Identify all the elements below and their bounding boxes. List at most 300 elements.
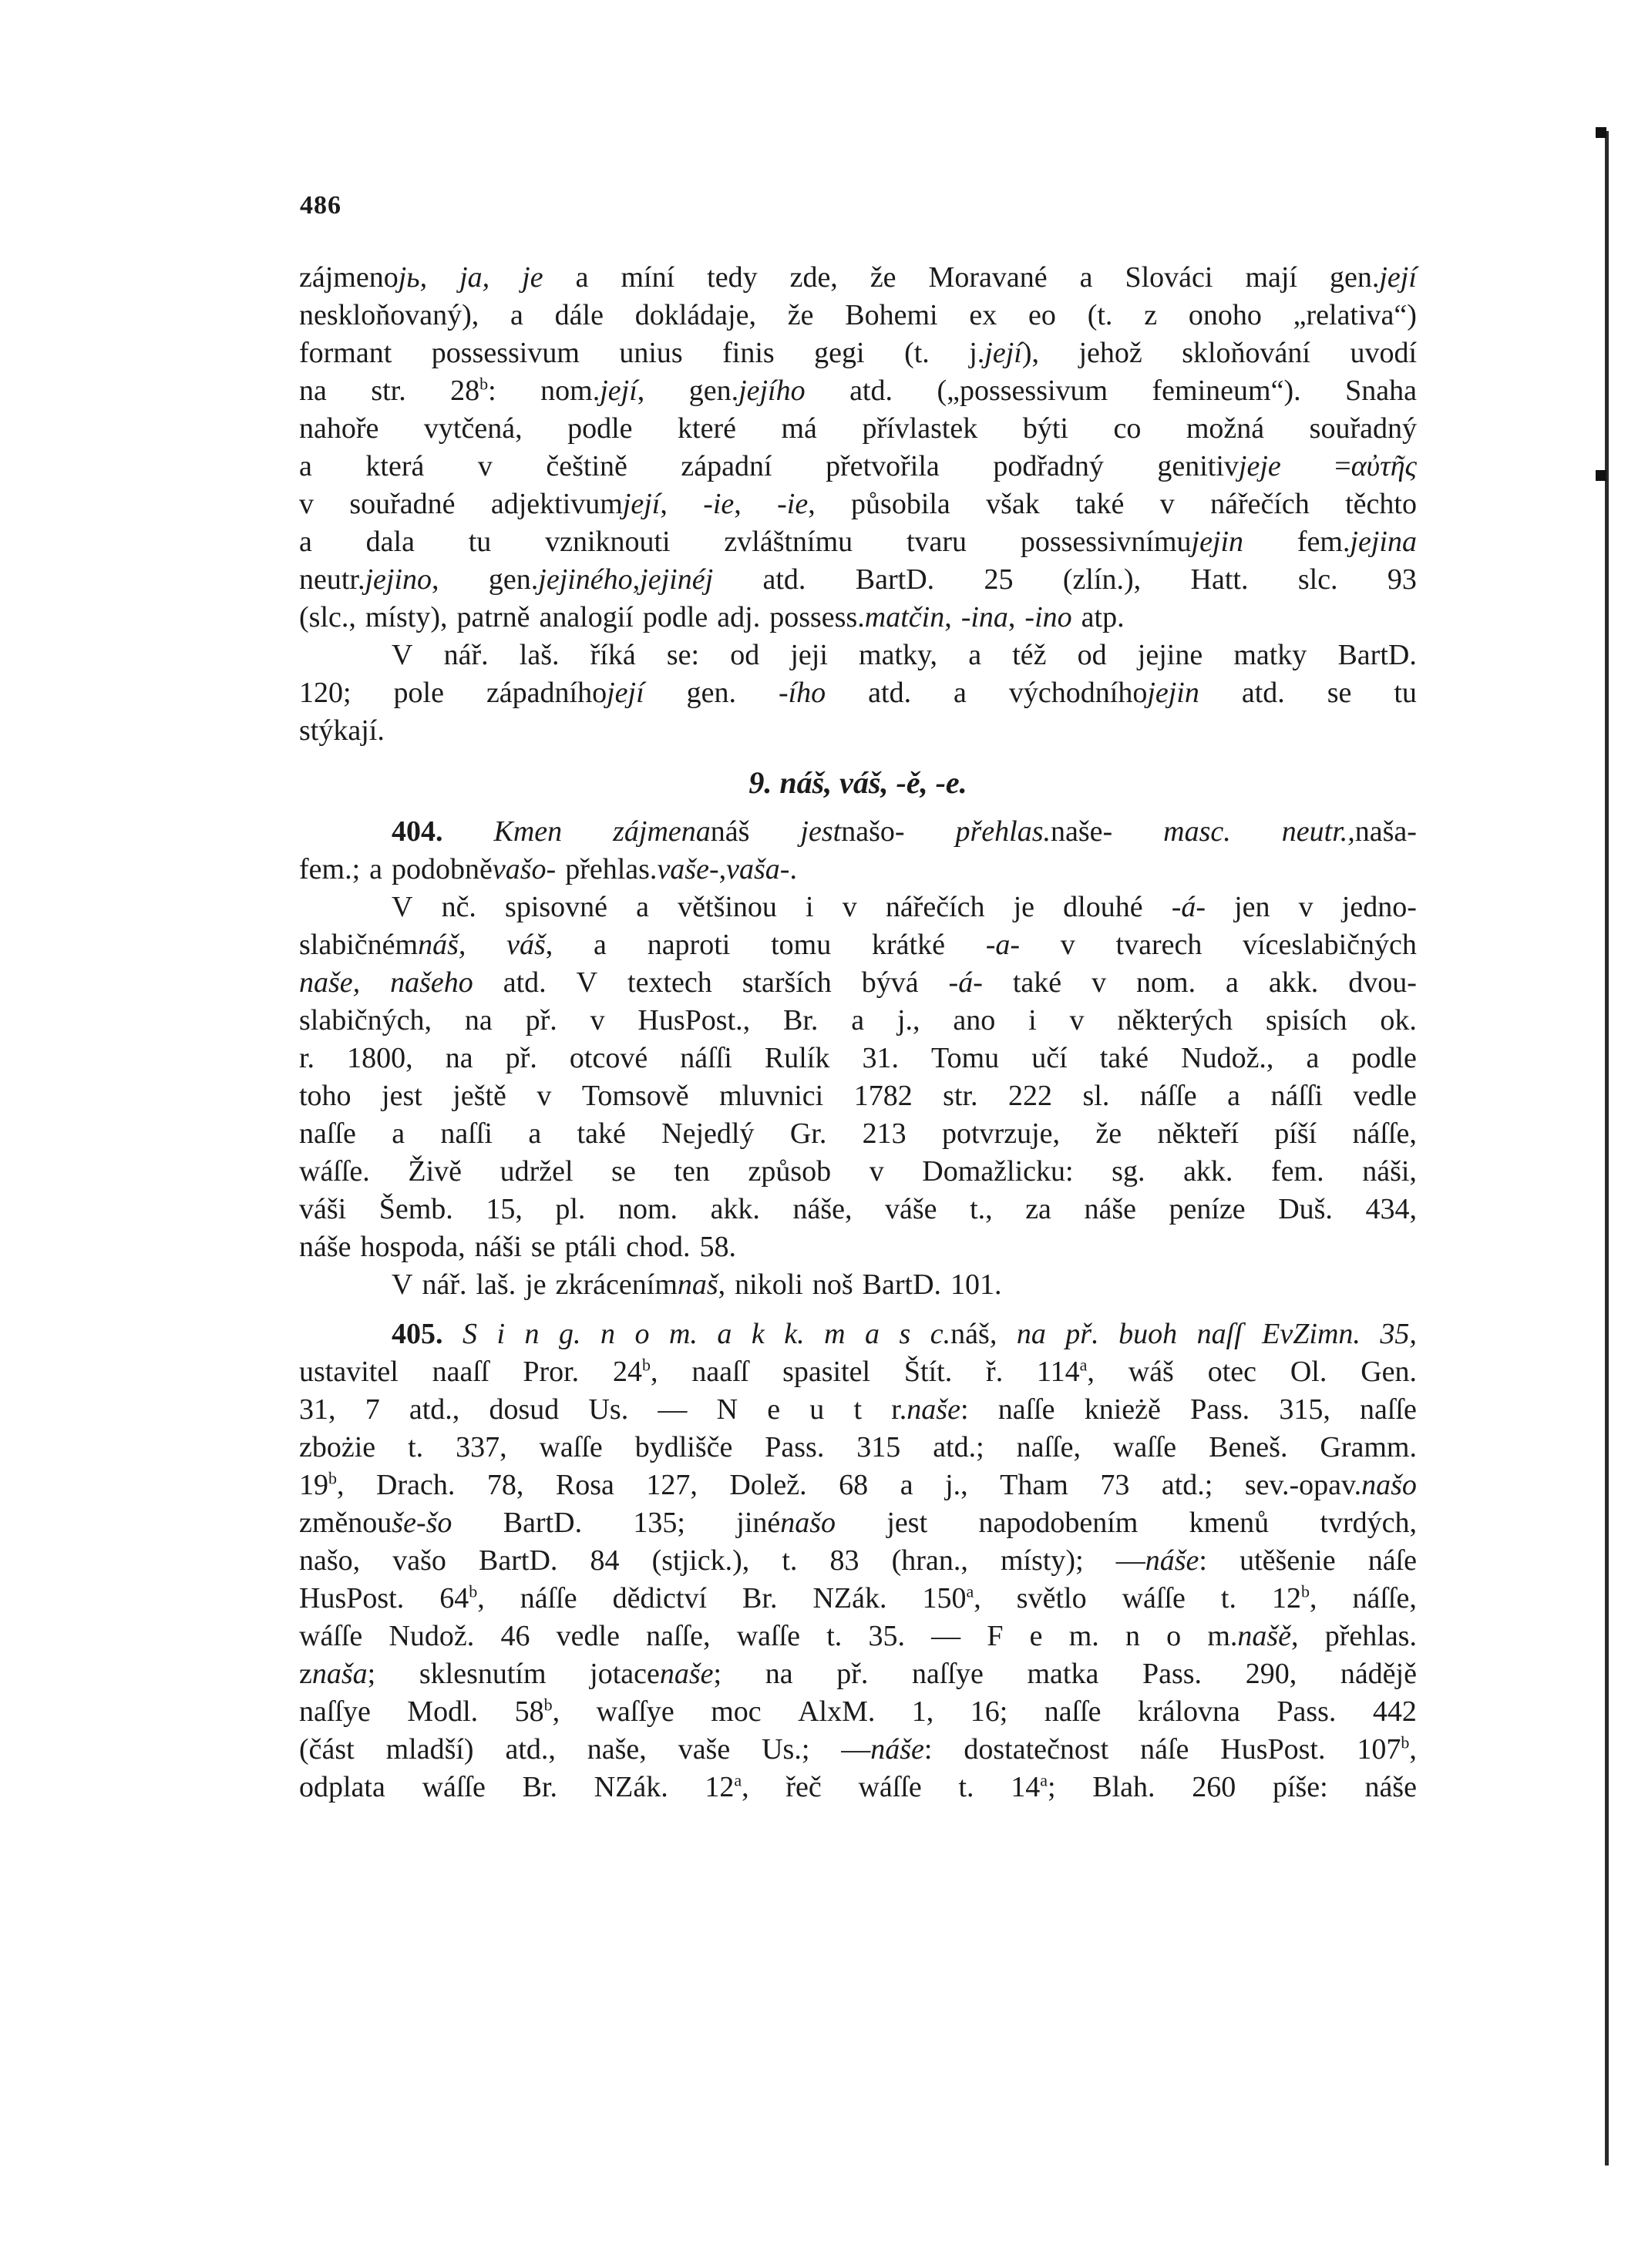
word: v <box>477 450 493 482</box>
word: a <box>392 1117 405 1150</box>
word: -ie, <box>703 488 742 520</box>
word: tvarech <box>1115 929 1202 961</box>
word: Štít. <box>903 1356 953 1388</box>
word: —náše: <box>841 1733 933 1766</box>
text-line <box>299 1002 1417 1040</box>
word: těchto <box>1345 488 1417 520</box>
word: dále <box>554 299 604 331</box>
word: dala <box>365 526 415 558</box>
word: bydlišče <box>634 1431 733 1463</box>
word: skloňování <box>1182 337 1310 369</box>
word: nahoře <box>299 412 379 445</box>
word: 12$^b$, <box>1271 1581 1317 1614</box>
word: Modl. <box>407 1695 479 1728</box>
word: Hatt. <box>1190 563 1249 596</box>
word: mluvnici <box>719 1080 824 1112</box>
word: V <box>392 639 413 671</box>
word: Tomsově <box>581 1080 689 1112</box>
word: fem.jejina <box>1297 526 1417 558</box>
word: místy), <box>365 601 448 633</box>
word: t <box>853 1393 863 1426</box>
word: zájmenanáš <box>613 815 750 848</box>
section-heading: 9. náš, váš, -ě, -e. <box>748 765 967 800</box>
word: která <box>365 450 425 482</box>
word: vedle <box>556 1620 620 1652</box>
word: Gr. <box>789 1117 827 1150</box>
word: t. <box>958 1771 974 1803</box>
word: a <box>851 1004 865 1037</box>
paragraph-lach-dialect <box>299 637 1417 750</box>
word: má <box>781 412 817 445</box>
word: naše, <box>587 1733 647 1766</box>
word: Drach. <box>376 1469 456 1501</box>
word: nom. <box>617 1193 678 1225</box>
text-line <box>299 1618 1417 1655</box>
word: bývá <box>861 966 919 999</box>
word: 7 <box>365 1393 380 1426</box>
word: g. <box>559 1318 581 1350</box>
word: a <box>865 1318 880 1350</box>
word: řeč <box>785 1771 822 1803</box>
word: většinou <box>678 891 777 923</box>
word: n <box>1125 1620 1140 1652</box>
word: v <box>842 891 857 923</box>
word: masc. <box>1163 815 1231 848</box>
word: -ino <box>1024 601 1072 633</box>
word: že <box>1095 1117 1122 1150</box>
word: wáš <box>1128 1356 1174 1388</box>
word: též <box>1012 639 1047 671</box>
word: r. <box>299 1042 315 1074</box>
word: femineum“). <box>1152 375 1301 407</box>
word: pl. <box>555 1193 586 1225</box>
word: 114$^a$, <box>1037 1355 1095 1388</box>
text-line <box>299 851 1417 889</box>
word: se: <box>666 639 700 671</box>
word: atd., <box>505 1733 556 1766</box>
word: tu <box>468 526 492 558</box>
word: wáſſe <box>1122 1582 1186 1614</box>
word: jest <box>886 1507 928 1539</box>
word: v <box>1298 891 1314 923</box>
word: býti <box>1022 412 1068 445</box>
word: 35. <box>868 1620 905 1652</box>
word: wáſſe. <box>299 1155 370 1188</box>
word: na <box>445 1042 473 1074</box>
word: wáſſe <box>422 1771 486 1803</box>
word: naſſe, <box>646 1620 711 1652</box>
word: kmenů <box>1189 1507 1270 1539</box>
word: je <box>1013 891 1035 923</box>
word: atd.; <box>1161 1469 1213 1501</box>
paragraph-404-long-vowel <box>299 889 1417 1266</box>
word: a <box>510 299 523 331</box>
word: fem.; <box>299 853 361 885</box>
word: 64$^b$, <box>439 1581 485 1614</box>
word: tvrdých, <box>1320 1507 1417 1539</box>
word: neskloňovaný), <box>299 299 479 331</box>
word: wáſſe <box>299 1620 363 1652</box>
word: possessivnímujejin <box>1020 526 1244 558</box>
word: BartD. <box>862 1268 942 1301</box>
word: 28$^b$: <box>450 374 496 407</box>
word: genitivjeje <box>1157 450 1281 482</box>
word: c.náš, <box>930 1318 997 1350</box>
word: possess.matčin, <box>769 601 952 633</box>
word: zájmenojь, <box>299 261 428 294</box>
word: e <box>767 1393 781 1426</box>
word: přetvořila <box>826 450 940 482</box>
word: 46 <box>500 1620 530 1652</box>
word: slc. <box>1297 563 1338 596</box>
word: udržel <box>500 1155 574 1188</box>
word: nářečích <box>1210 488 1310 520</box>
paragraph-pronoun-forms <box>299 259 1417 637</box>
word: jotacenaše; <box>590 1658 722 1690</box>
word: jestnašo- <box>800 815 905 848</box>
word: také <box>1012 966 1062 999</box>
word: a <box>299 450 312 482</box>
word: naaſſ <box>432 1356 489 1388</box>
word: HusPost. <box>299 1582 405 1614</box>
text-line <box>299 1191 1417 1228</box>
word: Nejedlý <box>661 1117 755 1150</box>
word: dostatečnost <box>964 1733 1109 1766</box>
page-edge-mark <box>1596 127 1606 138</box>
word: v <box>1159 488 1175 520</box>
word: 14$^a$; <box>1011 1770 1056 1803</box>
word: BartD. <box>855 563 935 596</box>
word: jedno- <box>1341 891 1417 923</box>
word: za <box>1025 1193 1051 1225</box>
word: náše <box>1084 1193 1136 1225</box>
word: je <box>522 261 543 294</box>
word: 442 <box>1372 1695 1417 1728</box>
word: adjektivumjejí, <box>490 488 668 520</box>
word: ok. <box>1380 1004 1417 1037</box>
word: v <box>1069 1004 1085 1037</box>
word: t. <box>826 1620 843 1652</box>
word: jehož <box>1078 337 1142 369</box>
text-line <box>299 561 1417 599</box>
word: nikoli <box>735 1268 803 1301</box>
word: ř. <box>986 1356 1004 1388</box>
word: náſſi <box>680 1042 732 1074</box>
word: tvaru <box>906 526 967 558</box>
text-line <box>299 523 1417 561</box>
text-line <box>299 1580 1417 1618</box>
word: jeji <box>790 639 828 671</box>
word: e <box>1029 1620 1043 1652</box>
word: a <box>954 677 967 709</box>
word: 12$^a$, <box>705 1770 749 1803</box>
page-edge-mark <box>1596 470 1606 481</box>
word: od <box>730 639 760 671</box>
word: j.její), <box>969 337 1039 369</box>
word: jest <box>382 1080 422 1112</box>
word: otcové <box>569 1042 648 1074</box>
word: otec <box>1207 1356 1256 1388</box>
word: Rosa <box>555 1469 614 1501</box>
word: dlouhé <box>1063 891 1143 923</box>
text-line <box>299 1315 1417 1353</box>
word: Br. <box>742 1582 778 1614</box>
word: textech <box>627 966 712 999</box>
word: také <box>577 1117 626 1150</box>
word: na <box>765 1658 793 1690</box>
word: v <box>1060 929 1075 961</box>
word: přehlas.naše- <box>955 815 1113 848</box>
text-line <box>299 964 1417 1002</box>
word: že <box>870 261 896 294</box>
text-line <box>299 1693 1417 1731</box>
word: naſſe, <box>1016 1431 1081 1463</box>
word: u <box>809 1393 825 1426</box>
word: k. <box>784 1318 805 1350</box>
word: a <box>594 929 607 961</box>
word: dvou- <box>1348 966 1417 999</box>
word: Nudož. <box>388 1620 475 1652</box>
paragraph-404-shortening <box>299 1266 1417 1304</box>
word: adj. <box>717 601 761 633</box>
word: matka <box>1027 1658 1099 1690</box>
text-line <box>299 1467 1417 1504</box>
word: HusPost., <box>637 1004 751 1037</box>
word: Pass. <box>1276 1695 1337 1728</box>
text-line <box>299 1153 1417 1191</box>
text-line <box>299 674 1417 712</box>
word: př. <box>505 1042 537 1074</box>
word: tomu <box>771 929 832 961</box>
word: =αὐτῆς <box>1334 450 1417 482</box>
word: -á- <box>948 966 983 999</box>
text-line <box>299 334 1417 372</box>
word: náši, <box>1362 1155 1417 1188</box>
word: podle <box>1351 1042 1417 1074</box>
word: náſſe <box>1139 1080 1197 1112</box>
word: knieżě <box>1084 1393 1161 1426</box>
word: 405. <box>392 1318 443 1350</box>
text-line <box>299 889 1417 926</box>
word: královna <box>1137 1695 1240 1728</box>
word: 1800, <box>347 1042 413 1074</box>
word: pole <box>393 677 444 709</box>
word: wáſſe <box>858 1771 922 1803</box>
word: str. <box>943 1080 978 1112</box>
word: atd., <box>409 1393 460 1426</box>
word: 290, <box>1245 1658 1297 1690</box>
word: naſſe <box>299 1117 356 1150</box>
text-line <box>299 813 1417 851</box>
word: možná <box>1186 412 1265 445</box>
word: souřadné <box>349 488 456 520</box>
word: češtině <box>546 450 627 482</box>
word: 84 <box>590 1544 620 1577</box>
word: změnouše-šo <box>299 1507 452 1539</box>
word: 78, <box>486 1469 524 1501</box>
word: gen.jejího <box>688 375 806 407</box>
word: zvláštnímu <box>724 526 853 558</box>
text-line <box>299 926 1417 964</box>
word: gen. <box>686 677 736 709</box>
word: nom.její, <box>540 375 645 407</box>
word: i <box>1028 1004 1037 1037</box>
word: F <box>987 1620 1004 1652</box>
word: (zlín.), <box>1062 563 1142 596</box>
word: Moravané <box>928 261 1048 294</box>
word: vzniknouti <box>545 526 671 558</box>
word: nář. <box>422 1268 467 1301</box>
word: sg. <box>1112 1155 1145 1188</box>
word: n <box>524 1318 540 1350</box>
word: chod. <box>626 1231 691 1263</box>
word: v <box>869 1155 884 1188</box>
word: vytčená, <box>423 412 523 445</box>
word: a <box>968 639 982 671</box>
word: t., <box>970 1193 993 1225</box>
word: a <box>299 526 312 558</box>
word: se <box>530 1231 556 1263</box>
word: také <box>1099 1042 1149 1074</box>
text-line <box>299 1731 1417 1769</box>
text-line <box>299 1504 1417 1542</box>
word: západníhojejí <box>486 677 644 709</box>
paragraph-405 <box>299 1315 1417 1806</box>
word: (hran., <box>891 1544 968 1577</box>
word: a <box>1079 261 1093 294</box>
word: Us. <box>588 1393 629 1426</box>
word: a <box>369 853 383 885</box>
text-line <box>299 1040 1417 1077</box>
word: fem. <box>1271 1155 1324 1188</box>
word: učí <box>1031 1042 1068 1074</box>
word: Br. <box>522 1771 557 1803</box>
word: naaſſ <box>691 1356 749 1388</box>
word: waſſe <box>736 1620 800 1652</box>
word: náše <box>299 1231 352 1263</box>
word: S <box>462 1318 477 1350</box>
word: náše, <box>792 1193 853 1225</box>
word: (t. <box>904 337 930 369</box>
word: slabičnémnáš, <box>299 929 466 961</box>
word: ustavitel <box>299 1356 399 1388</box>
word: formant <box>299 337 392 369</box>
word: nádějě <box>1340 1658 1417 1690</box>
word: possessivum <box>431 337 580 369</box>
word: -ie, <box>777 488 816 520</box>
word: působila <box>851 488 950 520</box>
word: dosud <box>489 1393 560 1426</box>
word: v <box>299 488 314 520</box>
word: -a- <box>985 929 1021 961</box>
word: podle <box>567 412 633 445</box>
word: atd. <box>762 563 806 596</box>
text-line <box>299 486 1417 523</box>
word: náſſe <box>520 1582 577 1614</box>
word: mají <box>1245 261 1297 294</box>
word: i <box>806 891 814 923</box>
word: dokládaje, <box>634 299 756 331</box>
word: V <box>392 891 413 923</box>
word: nč. <box>441 891 476 923</box>
word: Bohemi <box>845 299 938 331</box>
word: finis <box>722 337 775 369</box>
word: 150$^a$, <box>922 1581 981 1614</box>
word: „relativa“) <box>1293 299 1417 331</box>
word: Snaha <box>1345 375 1417 407</box>
word: AlxM. <box>798 1695 876 1728</box>
word: moc <box>711 1695 762 1728</box>
word: (stjick.), <box>651 1544 750 1577</box>
word: ano <box>953 1004 996 1037</box>
word: podřadný <box>993 450 1104 482</box>
word: sev.-opav.našo <box>1244 1469 1417 1501</box>
word: spasitel <box>782 1356 871 1388</box>
word: spisích <box>1265 1004 1347 1037</box>
word: odplata <box>299 1771 385 1803</box>
word: m. <box>1068 1620 1099 1652</box>
word: jejine <box>1137 639 1203 671</box>
word: toho <box>299 1080 352 1112</box>
word: nom. <box>1136 966 1196 999</box>
word: 315 <box>856 1431 901 1463</box>
word: -á- <box>1171 891 1206 923</box>
word: Pass. <box>765 1431 825 1463</box>
word: víceslabičných <box>1243 929 1417 961</box>
text-line <box>299 372 1417 410</box>
word: atd.; <box>933 1431 984 1463</box>
text-line <box>299 637 1417 674</box>
word: o <box>1166 1620 1182 1652</box>
word: —náše: <box>1115 1544 1207 1577</box>
word: naſſ <box>1196 1318 1243 1350</box>
word: ja, <box>459 261 490 294</box>
word: laš. <box>476 1268 516 1301</box>
word: 93 <box>1387 563 1417 596</box>
word: ten <box>674 1155 710 1188</box>
word: v <box>590 1004 605 1037</box>
word: souřadný <box>1309 412 1417 445</box>
word: náſſe, <box>1352 1117 1417 1150</box>
text-line <box>299 1228 1417 1266</box>
word: dědictví <box>612 1582 708 1614</box>
document-body <box>299 259 1417 1806</box>
word: o <box>634 1318 650 1350</box>
text-line <box>299 297 1417 334</box>
word: míní <box>621 261 675 294</box>
word: i <box>496 1318 506 1350</box>
word: r.naše: <box>891 1393 969 1426</box>
word: j., <box>896 1004 920 1037</box>
word: se <box>1327 677 1352 709</box>
word: -ina, <box>960 601 1016 633</box>
word: V <box>576 966 598 999</box>
word: eo <box>1028 299 1056 331</box>
text-line <box>299 1077 1417 1115</box>
word: přehlas.vaše-,vaša-. <box>565 853 797 885</box>
word: atd. <box>868 677 912 709</box>
word: 19$^b$, <box>299 1468 345 1501</box>
word: 222 <box>1008 1080 1053 1112</box>
word: př. <box>836 1658 869 1690</box>
word: že <box>787 299 814 331</box>
word: vaše <box>678 1733 731 1766</box>
word: mladší) <box>385 1733 474 1766</box>
word: náſe <box>1367 1544 1417 1577</box>
word: Dolež. <box>729 1469 807 1501</box>
word: NZák. <box>594 1771 668 1803</box>
word: našeho <box>390 966 473 999</box>
